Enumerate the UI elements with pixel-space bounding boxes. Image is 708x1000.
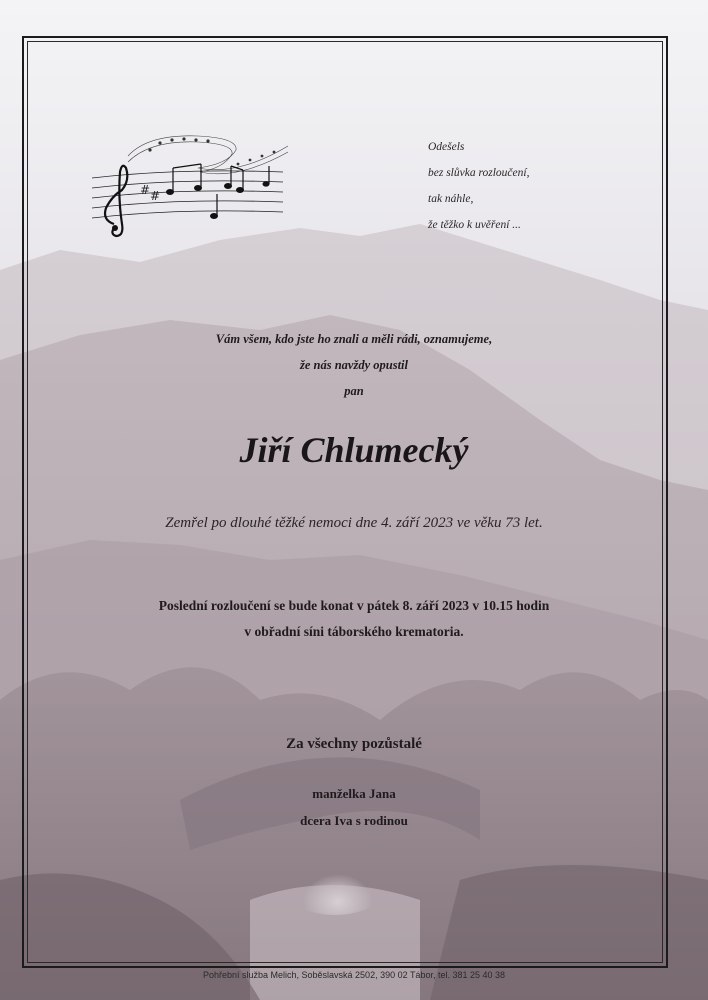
mourner-name: manželka Jana (312, 786, 396, 801)
deceased-name: Jiří Chlumecký (239, 430, 469, 470)
poem-line: bez slůvka rozloučení, (428, 167, 530, 179)
mourner-name: dcera Iva s rodinou (300, 813, 408, 828)
funeral-details (0, 593, 708, 645)
death-notice: Zemřel po dlouhé těžké nemoci dne 4. září 2023 ve věku 73 let. (165, 515, 543, 531)
announcement-intro (0, 326, 708, 404)
mourners-heading: Za všechny pozůstalé (286, 736, 422, 752)
music-notes-icon (88, 128, 294, 242)
poem-verse (428, 134, 628, 238)
intro-line: pan (344, 384, 364, 398)
intro-line: Vám všem, kdo jste ho znali a měli rádi, oznamujeme, (215, 332, 493, 346)
svg-text:#: # (140, 183, 151, 197)
poem-line: tak náhle, (428, 193, 474, 205)
poem-line: Odešels (428, 141, 465, 153)
intro-line: že nás navždy opustil (299, 358, 408, 372)
funeral-line: v obřadní síni táborského krematoria. (244, 624, 464, 639)
funeral-service-footer: Pohřební služba Melich, Soběslavská 2502, 390 02 Tábor, tel. 381 25 40 38 (202, 970, 506, 980)
mourners-list (0, 780, 708, 834)
svg-text:#: # (150, 189, 161, 203)
funeral-line: Poslední rozloučení se bude konat v pátek 8. září 2023 v 10.15 hodin (158, 598, 550, 613)
poem-line: že těžko k uvěření ... (428, 219, 521, 231)
